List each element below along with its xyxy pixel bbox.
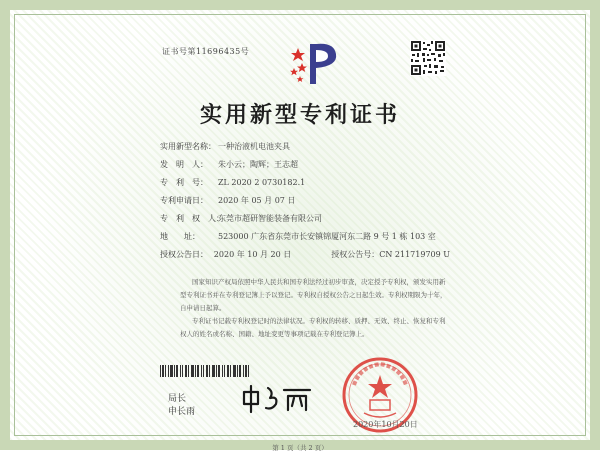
- row-inventor: [160, 155, 450, 173]
- page-number: 第 1 页（共 2 页）: [272, 444, 328, 452]
- patent-number-value: ZL 2020 2 0730182.1: [218, 177, 306, 187]
- qr-code: [410, 40, 446, 76]
- address-label: 地 址：: [160, 231, 200, 241]
- patent-office-logo: [280, 38, 344, 90]
- row-filing-date: [160, 191, 450, 209]
- certificate-number: 证书号第11696435号: [162, 47, 250, 56]
- row-utility-model-name: [160, 137, 450, 155]
- certificate-fields: [160, 137, 450, 263]
- row-patent-number: [160, 173, 450, 191]
- grant-number-value: CN 211719709 U: [379, 249, 450, 259]
- grant-date-value: 2020 年 10 月 20 日: [213, 249, 292, 259]
- utility-model-name-label: 实用新型名称：: [160, 141, 216, 151]
- signature-labels: [168, 393, 195, 419]
- address-value: 523000 广东省东莞市长安镇锦厦河东二路 9 号 1 栋 103 室: [218, 231, 436, 241]
- inventor-label: 发 明 人：: [160, 159, 208, 169]
- row-address: [160, 227, 450, 245]
- grant-number-label: 授权公告号：: [331, 249, 380, 259]
- certificate-title: 实用新型专利证书: [199, 102, 400, 128]
- patentee-value: 东莞市超研智能装备有限公司: [218, 213, 322, 223]
- filing-date-label: 专利申请日：: [160, 195, 208, 205]
- body-paragraph-2: 专利证书记载专利权登记时的法律状况。专利权的转移、质押、无效、终止、恢复和专利权人的姓名或名称、国籍、地址变更等事项记载在专利登记簿上。: [180, 317, 446, 338]
- body-paragraph-1: 国家知识产权局依照中华人民共和国专利法经过初步审查，决定授予专利权，颁发实用新型专利证书并在专利登记簿上予以登记。专利权自授权公告之日起生效。专利权期限为十年，自申请日起算。: [180, 278, 447, 312]
- filing-date-value: 2020 年 05 月 07 日: [218, 195, 296, 205]
- inventor-value: 朱小云；陶辉；王志超: [218, 159, 298, 169]
- patentee-label: 专 利 权 人：: [160, 213, 224, 223]
- handwritten-signature: [238, 382, 318, 416]
- director-name: 申长雨: [168, 407, 196, 417]
- row-patentee: [160, 209, 450, 227]
- seal-date: 2020年10月20日: [353, 420, 418, 429]
- grant-date-label: 授权公告日：: [160, 249, 208, 259]
- director-title: 局长: [168, 394, 187, 404]
- row-grant: [160, 245, 450, 263]
- certificate-body: [180, 276, 450, 341]
- utility-model-name-value: 一种治液机电池夹具: [218, 141, 290, 151]
- barcode: [160, 365, 250, 377]
- patent-number-label: 专 利 号：: [160, 177, 208, 187]
